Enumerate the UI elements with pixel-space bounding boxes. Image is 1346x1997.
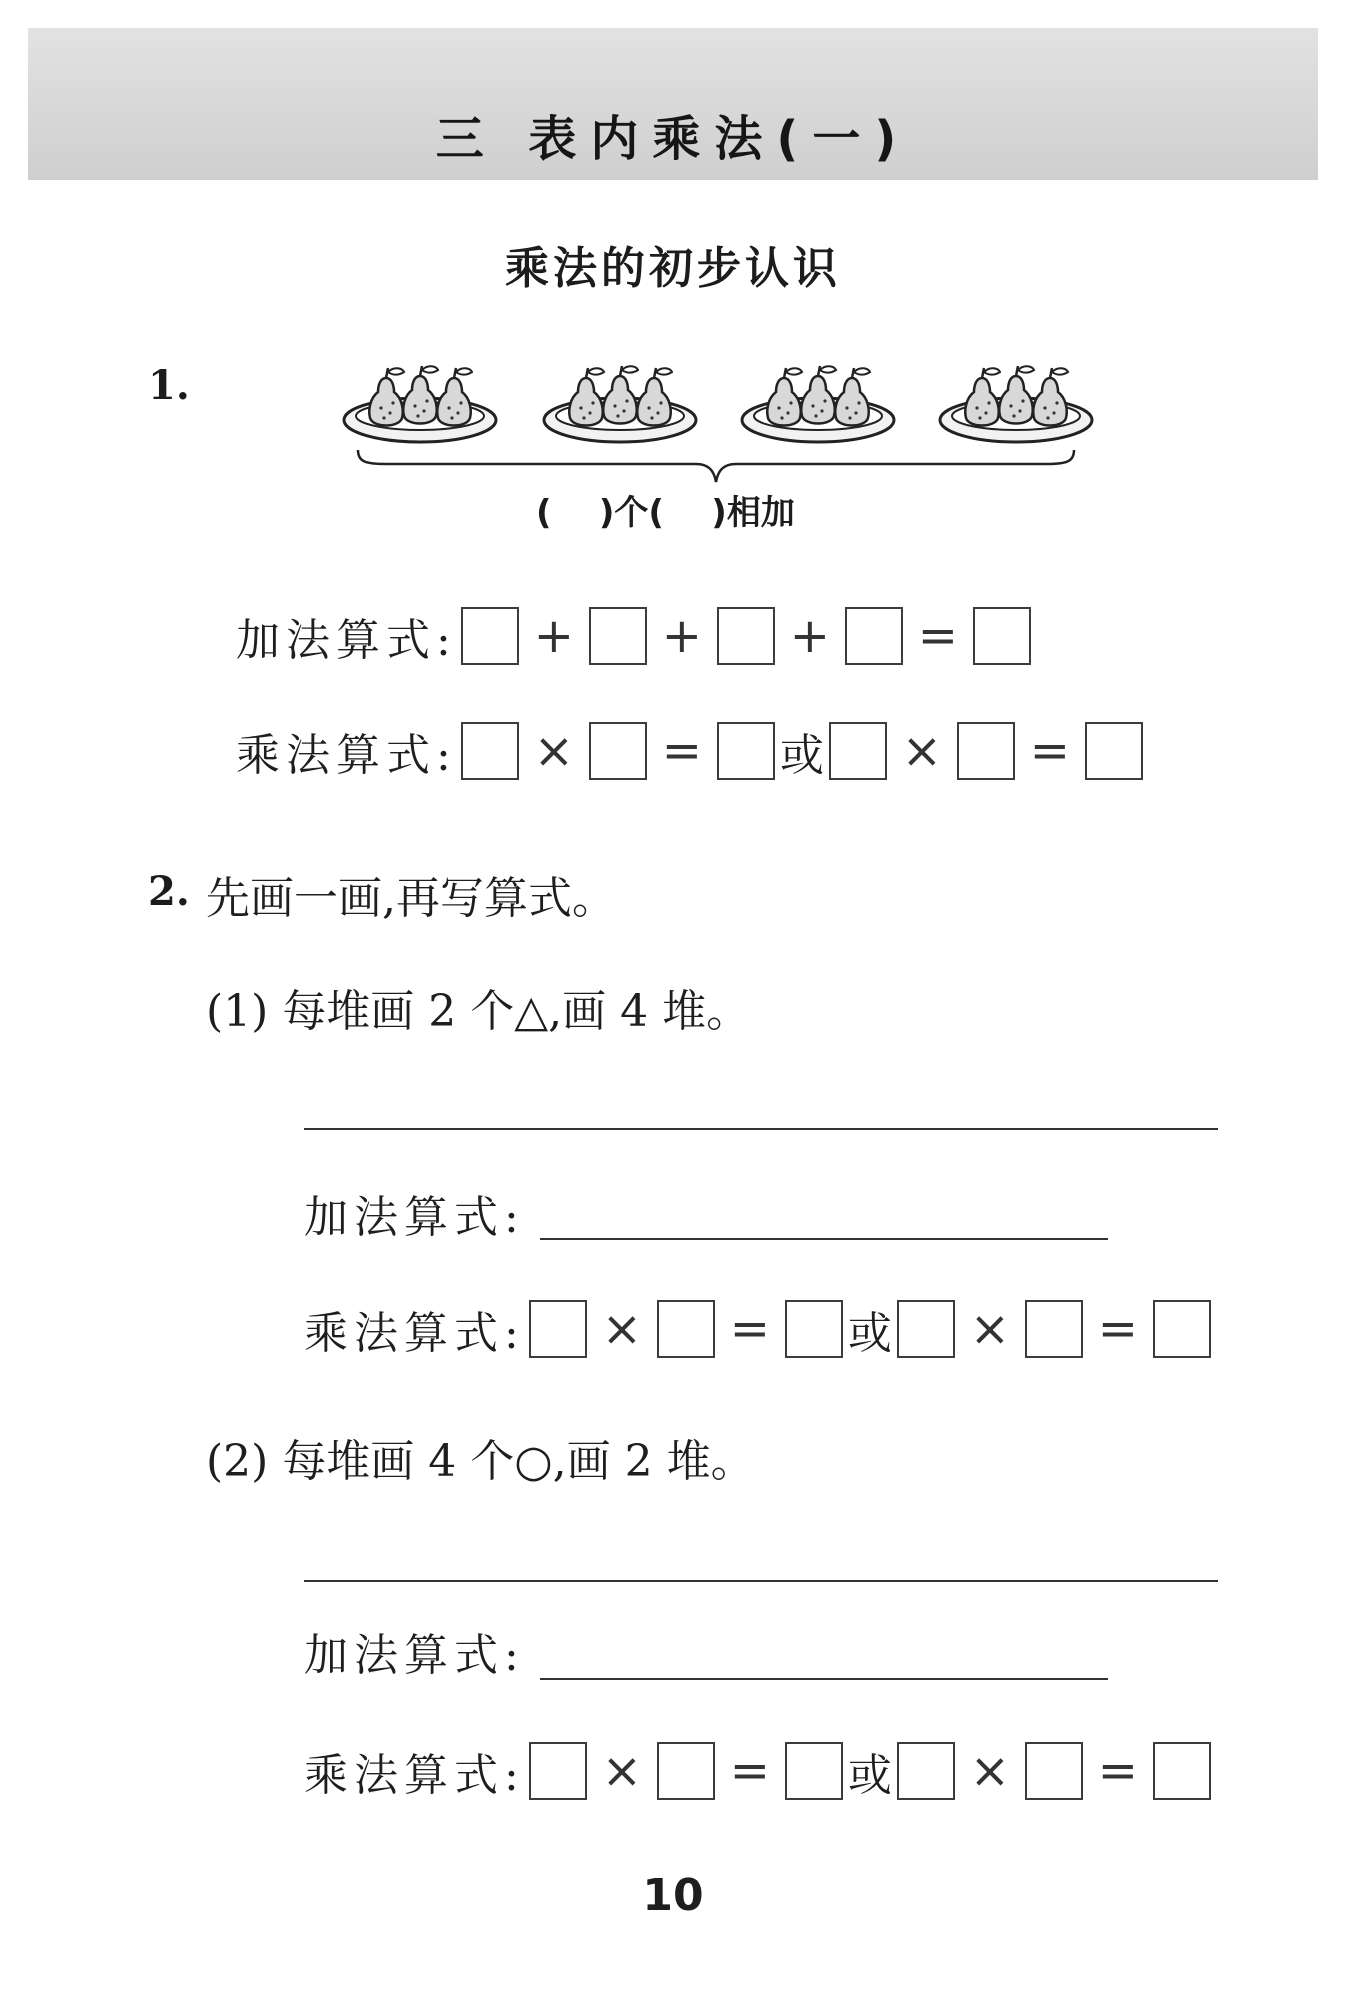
or-word: 或: [779, 730, 824, 781]
answer-box[interactable]: [973, 607, 1031, 665]
answer-box[interactable]: [657, 1300, 715, 1358]
times-sign: ×: [533, 723, 574, 779]
answer-box[interactable]: [657, 1742, 715, 1800]
or-word: 或: [847, 1308, 892, 1359]
answer-box[interactable]: [897, 1742, 955, 1800]
plate-4: [940, 366, 1092, 442]
drawing-line[interactable]: [304, 1128, 1218, 1130]
answer-box[interactable]: [461, 607, 519, 665]
pear-plates-picture: [340, 350, 1100, 450]
answer-box[interactable]: [785, 1300, 843, 1358]
answer-box[interactable]: [785, 1742, 843, 1800]
page-number: 10: [642, 1870, 704, 1921]
answer-box[interactable]: [529, 1300, 587, 1358]
plate-1: [344, 366, 496, 442]
equals-sign: =: [917, 608, 958, 664]
equals-sign: =: [729, 1301, 770, 1357]
q2-part2-text: (2) 每堆画 4 个○,画 2 堆。: [206, 1436, 755, 1487]
equals-sign: =: [1097, 1743, 1138, 1799]
answer-box[interactable]: [957, 722, 1015, 780]
equals-sign: =: [1029, 723, 1070, 779]
answer-box[interactable]: [1025, 1742, 1083, 1800]
addition-answer-line[interactable]: [540, 1238, 1108, 1240]
answer-box[interactable]: [589, 722, 647, 780]
plate-3: [742, 366, 894, 442]
q2-part1-addition-row: [304, 1182, 529, 1244]
question-1-number: 1.: [148, 362, 190, 409]
answer-box[interactable]: [897, 1300, 955, 1358]
q1-multiplication-row: [236, 720, 1143, 782]
times-sign: ×: [601, 1743, 642, 1799]
answer-box[interactable]: [1085, 722, 1143, 780]
curly-brace-icon: [356, 448, 1076, 488]
times-sign: ×: [969, 1301, 1010, 1357]
equals-sign: =: [729, 1743, 770, 1799]
q2-part1-multiplication-row: [304, 1298, 1211, 1360]
section-title: 乘法的初步认识: [505, 243, 841, 294]
addition-answer-line[interactable]: [540, 1678, 1108, 1680]
question-2-number: 2.: [148, 868, 190, 915]
answer-box[interactable]: [717, 607, 775, 665]
plus-sign: +: [789, 608, 830, 664]
answer-box[interactable]: [717, 722, 775, 780]
answer-box[interactable]: [461, 722, 519, 780]
answer-box[interactable]: [829, 722, 887, 780]
q2-part2-multiplication-row: [304, 1740, 1211, 1802]
answer-box[interactable]: [845, 607, 903, 665]
q2-part1-text: (1) 每堆画 2 个△,画 4 堆。: [206, 986, 751, 1037]
multiplication-label: 乘法算式:: [304, 1750, 525, 1801]
brace-caption: ( )个( )相加: [536, 493, 795, 533]
answer-box[interactable]: [1025, 1300, 1083, 1358]
answer-box[interactable]: [529, 1742, 587, 1800]
chapter-title: 三 表内乘法(一): [435, 111, 911, 167]
question-2-instruction: 先画一画,再写算式。: [206, 873, 616, 924]
answer-box[interactable]: [589, 607, 647, 665]
plus-sign: +: [661, 608, 702, 664]
multiplication-label: 乘法算式:: [236, 730, 457, 781]
q2-part2-addition-row: [304, 1620, 529, 1682]
answer-box[interactable]: [1153, 1300, 1211, 1358]
q1-addition-row: [236, 605, 1031, 667]
plus-sign: +: [533, 608, 574, 664]
drawing-line[interactable]: [304, 1580, 1218, 1582]
multiplication-label: 乘法算式:: [304, 1308, 525, 1359]
addition-label: 加法算式:: [304, 1630, 525, 1681]
equals-sign: =: [661, 723, 702, 779]
plate-2: [544, 366, 696, 442]
addition-label: 加法算式:: [304, 1192, 525, 1243]
answer-box[interactable]: [1153, 1742, 1211, 1800]
times-sign: ×: [901, 723, 942, 779]
or-word: 或: [847, 1750, 892, 1801]
times-sign: ×: [601, 1301, 642, 1357]
addition-label: 加法算式:: [236, 615, 457, 666]
times-sign: ×: [969, 1743, 1010, 1799]
equals-sign: =: [1097, 1301, 1138, 1357]
